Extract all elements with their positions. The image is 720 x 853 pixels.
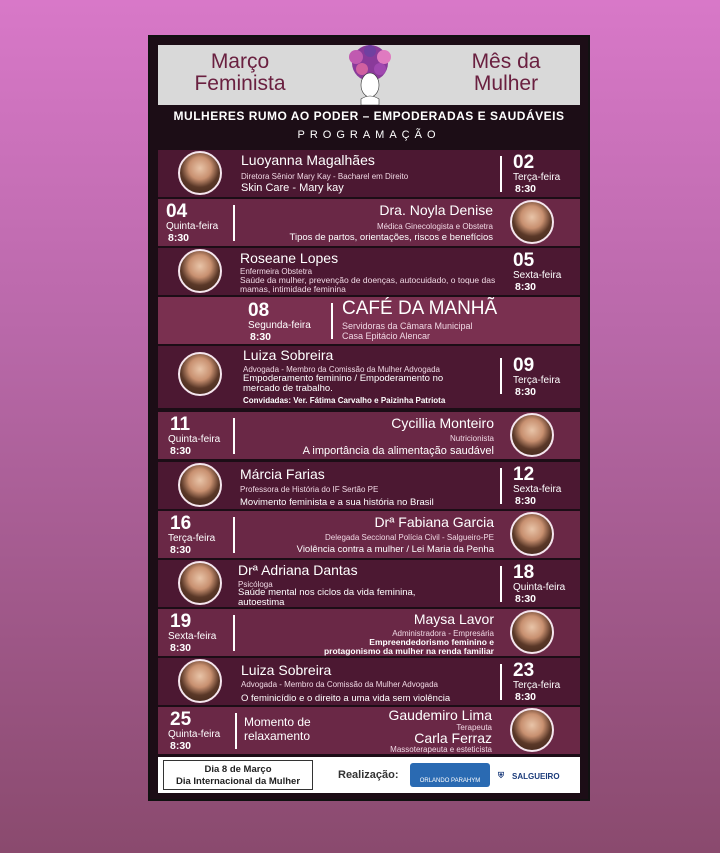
event-name: Gaudemiro Lima (388, 707, 492, 723)
event-name: Luiza Sobreira (243, 347, 334, 363)
realizacao-label: Realização: (338, 769, 399, 781)
event-row-02 (158, 150, 580, 197)
event-topic: Movimento feminista e a sua história no Brasil (240, 497, 434, 508)
header-left-line1: Março (210, 50, 270, 73)
event-name: Márcia Farias (240, 466, 325, 482)
event-topic: Empreendedorismo feminino e protagonismo da mulher na renda familiar (323, 637, 494, 656)
event-row-11 (158, 412, 580, 459)
header-banner (158, 45, 580, 105)
event-name: Dra. Noyla Denise (379, 202, 493, 218)
divider (233, 418, 235, 454)
event-time: 8:30 (170, 740, 192, 752)
avatar (510, 512, 554, 556)
salgueiro-emblem-icon: ⛨ (498, 771, 504, 780)
avatar (510, 610, 554, 654)
event-role: Professora de História do IF Sertão PE (240, 485, 379, 494)
orlando-parahym-logo (410, 763, 490, 787)
event-time: 8:30 (515, 183, 537, 195)
event-weekday: Sexta-feira (513, 484, 562, 495)
event-role: Nutricionista (449, 434, 494, 443)
event-time: 8:30 (515, 386, 537, 398)
event-name: Drª Adriana Dantas (238, 562, 358, 578)
event-role: Advogada - Membro da Comissão da Mulher Advogada (241, 680, 438, 689)
divider (235, 713, 237, 749)
event-day: 02 (513, 152, 535, 173)
salgueiro-logo (498, 763, 576, 787)
event-time: 8:30 (515, 495, 537, 507)
event-topic: Empoderamento feminino / Empoderamento no mercado de trabalho. (243, 373, 444, 394)
event-topic: Casa Epitácio Alencar (342, 331, 431, 341)
avatar (510, 413, 554, 457)
event-row-09 (158, 346, 580, 408)
avatar (510, 200, 554, 244)
event-day: 19 (170, 611, 192, 632)
event-role: Servidoras da Câmara Municipal (342, 321, 473, 331)
avatar (178, 151, 222, 195)
event-weekday: Segunda-feira (248, 320, 311, 331)
event-topic: Saúde mental nos ciclos da vida feminina, autoestima (238, 587, 416, 607)
event-row-08 (158, 297, 580, 344)
event-name: Cycillia Monteiro (391, 415, 494, 431)
logo1-text: ORLANDO PARAHYM (419, 778, 481, 784)
event-weekday: Terça-feira (513, 680, 561, 691)
event-row-18 (158, 560, 580, 607)
event-role: Enfermeira Obstetra (240, 267, 313, 276)
event-day: 09 (513, 355, 535, 376)
event-weekday: Terça-feira (168, 533, 216, 544)
event-role: Terapeuta (456, 723, 492, 732)
event-day: 12 (513, 464, 535, 485)
header-left-line2: Feminista (194, 72, 286, 95)
event-row-25 (158, 707, 580, 754)
event-role: Psicóloga (238, 580, 273, 589)
event-weekday: Sexta-feira (513, 270, 562, 281)
event-name-2: Carla Ferraz (414, 730, 492, 746)
event-row-23 (158, 658, 580, 705)
avatar (178, 352, 222, 396)
poster-subtitle: MULHERES RUMO AO PODER – EMPODERADAS E SAUDÁVEIS (173, 109, 565, 123)
event-name: Luiza Sobreira (241, 662, 332, 678)
event-time: 8:30 (515, 281, 537, 293)
event-time: 8:30 (170, 642, 192, 654)
event-weekday: Quinta-feira (168, 434, 221, 445)
event-weekday: Terça-feira (513, 172, 561, 183)
event-name: Luoyanna Magalhães (241, 152, 375, 168)
header-right-line1: Mês da (471, 50, 541, 73)
divider (500, 358, 502, 394)
international-womens-day-box (163, 760, 313, 790)
event-day: 25 (170, 709, 192, 730)
event-name: Roseane Lopes (240, 250, 339, 266)
event-day: 18 (513, 562, 535, 583)
logo2-text: SALGUEIRO (512, 772, 560, 781)
footer-box-line1: Dia 8 de Março (204, 764, 272, 775)
event-row-05 (158, 248, 580, 295)
divider (500, 156, 502, 192)
divider (500, 468, 502, 504)
footer-box-line2: Dia Internacional da Mulher (175, 776, 301, 787)
footer (158, 757, 580, 793)
event-day: 05 (513, 250, 535, 271)
event-weekday: Quinta-feira (513, 582, 566, 593)
event-topic: A importância da alimentação saudável (302, 445, 494, 457)
avatar (510, 708, 554, 752)
event-weekday: Quinta-feira (168, 729, 221, 740)
event-guests: Convidadas: Ver. Fátima Carvalho e Paizinha Patriota (243, 396, 446, 405)
avatar (178, 249, 222, 293)
event-time: 8:30 (250, 331, 272, 343)
woman-flower-logo (334, 43, 406, 105)
divider (500, 566, 502, 602)
event-topic: Tipos de partos, orientações, riscos e benefícios (289, 232, 493, 243)
event-role: Administradora - Empresária (392, 629, 494, 638)
divider (331, 303, 333, 339)
header-right-line2: Mulher (473, 72, 539, 95)
event-weekday: Quinta-feira (166, 221, 219, 232)
event-role: Advogada - Membro da Comissão da Mulher Advogada (243, 365, 440, 374)
divider (233, 615, 235, 651)
event-row-16 (158, 511, 580, 558)
header-left-title (170, 51, 310, 95)
event-row-12 (158, 462, 580, 509)
event-weekday: Terça-feira (513, 375, 561, 386)
poster (150, 37, 588, 799)
avatar (178, 659, 222, 703)
event-time: 8:30 (170, 445, 192, 457)
event-time: 8:30 (515, 593, 537, 605)
event-weekday: Sexta-feira (168, 631, 217, 642)
divider (500, 664, 502, 700)
event-time: 8:30 (170, 544, 192, 556)
avatar (178, 561, 222, 605)
event-day: 11 (170, 414, 191, 435)
event-day: 04 (166, 201, 188, 222)
event-day: 16 (170, 513, 192, 534)
event-topic: Violência contra a mulher / Lei Maria da Penha (296, 544, 494, 555)
event-name: CAFÉ DA MANHÃ (342, 298, 498, 319)
event-role: Diretora Sênior Mary Kay - Bacharel em Direito (241, 172, 409, 181)
event-topic: Skin Care - Mary kay (241, 182, 344, 194)
event-time: 8:30 (515, 691, 537, 703)
divider (233, 205, 235, 241)
event-role-2: Massoterapeuta e esteticista (390, 745, 492, 754)
event-day: 08 (248, 300, 270, 321)
event-name: Drª Fabiana Garcia (374, 514, 494, 530)
event-role: Médica Ginecologista e Obstetra (376, 222, 493, 231)
header-right-title (436, 51, 576, 95)
event-time: 8:30 (168, 232, 190, 244)
event-topic: Saúde da mulher, prevenção de doenças, autocuidado, o toque das mamas, intimidade feminina (240, 275, 496, 294)
avatar (178, 463, 222, 507)
event-name: Maysa Lavor (413, 611, 494, 627)
program-heading: PROGRAMAÇÃO (297, 129, 441, 141)
event-topic: O feminicídio e o direito a uma vida sem violência (241, 693, 451, 704)
divider (233, 517, 235, 553)
event-row-04 (158, 199, 580, 246)
event-row-19 (158, 609, 580, 656)
event-day: 23 (513, 660, 535, 681)
event-role: Delegada Seccional Polícia Civil - Salgueiro-PE (325, 533, 494, 542)
event-topic: Momento de relaxamento (244, 715, 311, 743)
